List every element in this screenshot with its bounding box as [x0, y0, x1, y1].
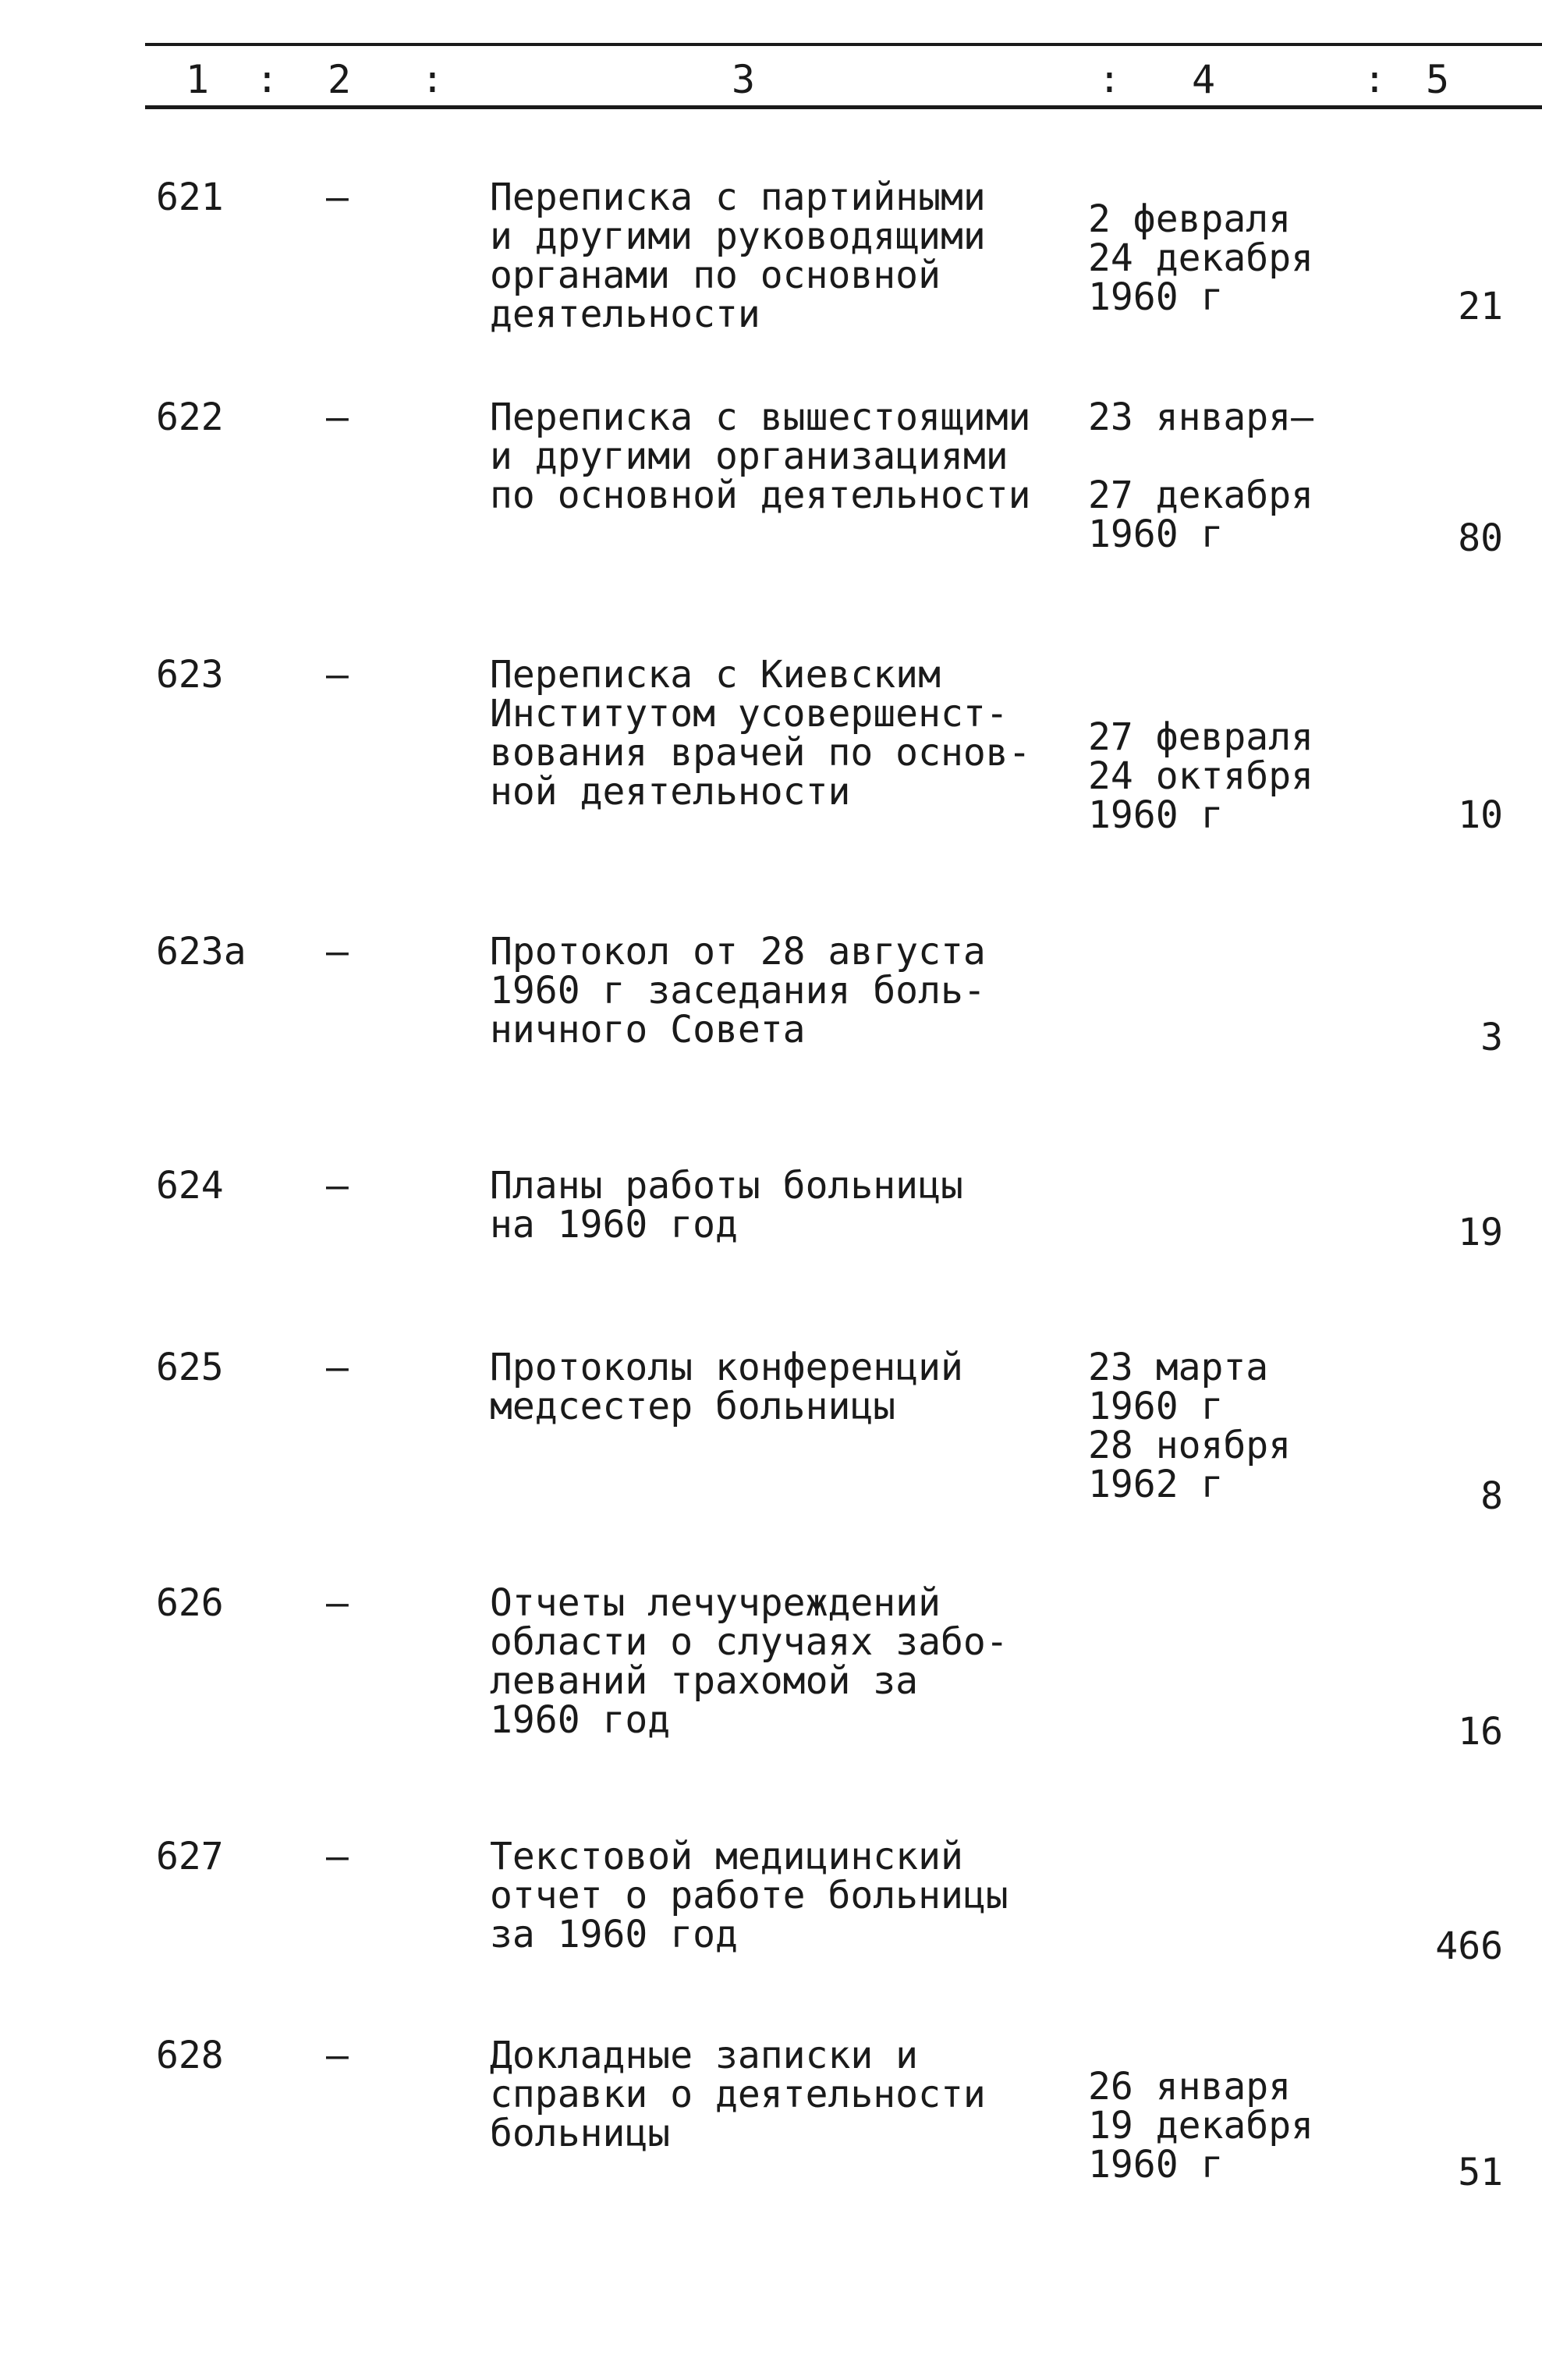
sheet-count: 19 — [1458, 1211, 1503, 1254]
file-number: 628 — [156, 2034, 224, 2077]
sheet-count: 3 — [1480, 1016, 1503, 1059]
file-dates: 26 января 19 декабря 1960 г — [1088, 2065, 1313, 2187]
file-number: 621 — [156, 176, 224, 219]
column-2-dash: – — [326, 176, 349, 219]
sheet-count: 10 — [1458, 793, 1503, 837]
file-title: Переписка с вышестоящими и другими организациями по основной деятельности — [490, 395, 1031, 517]
file-number: 623 — [156, 653, 224, 697]
file-title: Текстовой медицинский отчет о работе больницы за 1960 год — [490, 1835, 1009, 1956]
file-dates: 23 марта 1960 г 28 ноября 1962 г — [1088, 1346, 1292, 1506]
sheet-count: 8 — [1480, 1474, 1503, 1518]
column-2-dash: – — [326, 395, 349, 439]
column-2-dash: – — [326, 1835, 349, 1878]
column-separator: : — [421, 58, 444, 101]
column-2-dash: – — [326, 1164, 349, 1208]
sheet-count: 51 — [1458, 2151, 1503, 2194]
column-separator: : — [1363, 58, 1386, 101]
table-top-rule — [145, 43, 1542, 46]
column-header-1: 1 — [186, 57, 210, 102]
column-separator: : — [256, 58, 278, 101]
column-2-dash: – — [326, 2034, 349, 2077]
sheet-count: 466 — [1435, 1924, 1503, 1968]
file-dates: 23 января– 27 декабря 1960 г — [1088, 395, 1313, 556]
column-header-5: 5 — [1426, 57, 1450, 102]
column-header-3: 3 — [732, 57, 756, 102]
file-number: 622 — [156, 395, 224, 439]
column-2-dash: – — [326, 1581, 349, 1625]
column-header-4: 4 — [1192, 57, 1216, 102]
file-title: Переписка с Киевским Институтом усовершенст- вования врачей по основ- ной деятельности — [490, 653, 1031, 814]
column-2-dash: – — [326, 1346, 349, 1389]
file-dates: 2 февраля 24 декабря 1960 г — [1088, 197, 1313, 319]
file-title: Отчеты лечучреждений области о случаях забо- леваний трахомой за 1960 год — [490, 1581, 1009, 1742]
column-2-dash: – — [326, 930, 349, 974]
file-number: 624 — [156, 1164, 224, 1208]
file-number: 626 — [156, 1581, 224, 1625]
file-number: 625 — [156, 1346, 224, 1389]
column-header-2: 2 — [328, 57, 352, 102]
sheet-count: 16 — [1458, 1710, 1503, 1754]
file-title: Протоколы конференций медсестер больницы — [490, 1346, 963, 1428]
file-number: 623а — [156, 930, 246, 974]
file-title: Планы работы больницы на 1960 год — [490, 1164, 963, 1247]
column-2-dash: – — [326, 653, 349, 697]
sheet-count: 21 — [1458, 285, 1503, 328]
file-dates: 27 февраля 24 октября 1960 г — [1088, 715, 1313, 837]
sheet-count: 80 — [1458, 516, 1503, 560]
file-number: 627 — [156, 1835, 224, 1878]
table-header-rule — [145, 105, 1542, 109]
file-title: Переписка с партийными и другими руководящими органами по основной деятельности — [490, 176, 986, 336]
file-title: Докладные записки и справки о деятельности больницы — [490, 2034, 986, 2155]
file-title: Протокол от 28 августа 1960 г заседания боль- ничного Совета — [490, 930, 986, 1052]
column-separator: : — [1098, 58, 1121, 101]
